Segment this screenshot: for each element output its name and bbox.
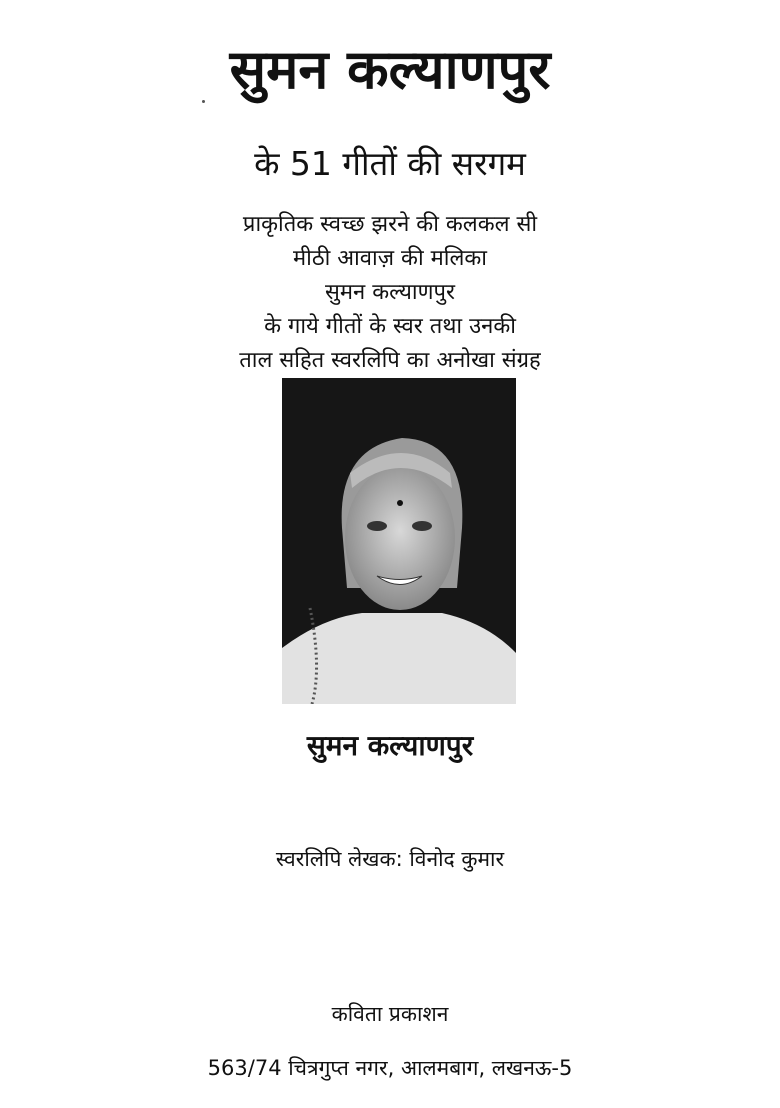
description-line: के गाये गीतों के स्वर तथा उनकी (264, 314, 516, 339)
portrait-photo (282, 378, 516, 704)
description-line: सुमन कल्याणपुर (324, 280, 456, 305)
photo-caption: सुमन कल्याणपुर (306, 729, 474, 762)
description-line: प्राकृतिक स्वच्छ झरने की कलकल सी (242, 212, 538, 237)
book-title: सुमन कल्याणपुर (229, 38, 551, 101)
publisher-address: 563/74 चित्रगुप्त नगर, आलमबाग, लखनऊ-5 (207, 1056, 573, 1080)
description-line: ताल सहित स्वरलिपि का अनोखा संग्रह (239, 348, 541, 373)
description-line: मीठी आवाज़ की मलिका (292, 246, 487, 271)
book-subtitle: के 51 गीतों की सरगम (254, 144, 526, 183)
description-block (0, 208, 780, 378)
publisher-name: कविता प्रकाशन (331, 1002, 449, 1026)
author-line: स्वरलिपि लेखक: विनोद कुमार (275, 847, 505, 871)
